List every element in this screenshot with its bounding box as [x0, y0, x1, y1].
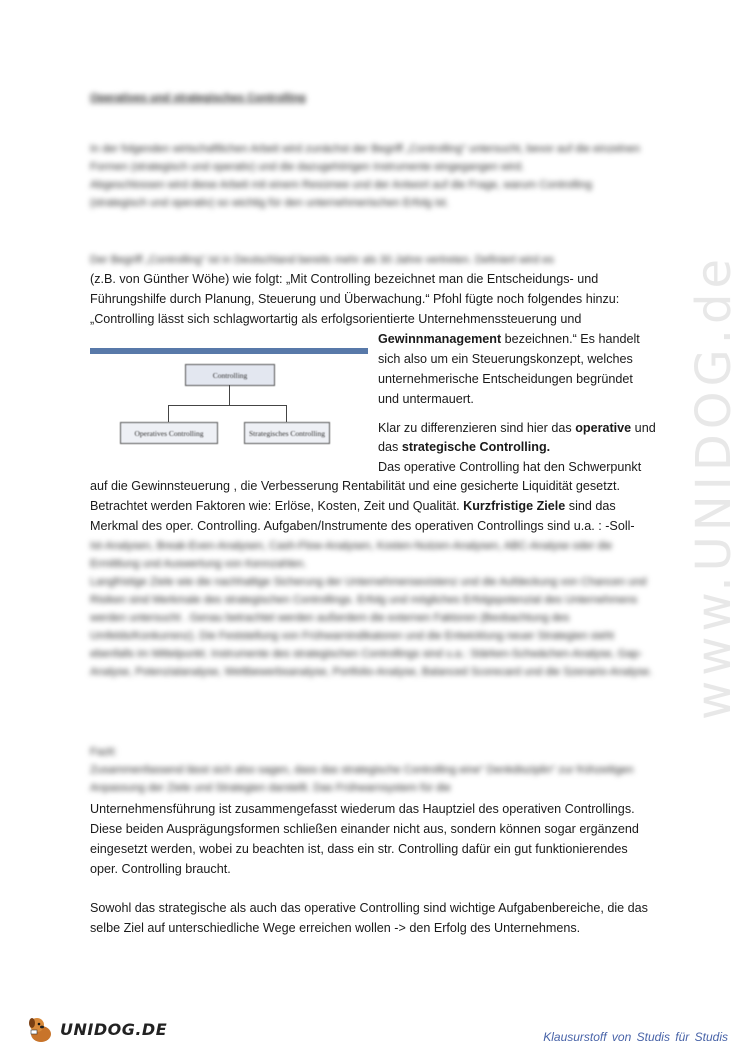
strategic-paragraph-blurred: Langfristige Ziele wie die nachhaltige Sicherung der Unternehmensexistenz und die Aufdeckung von Chancen und Risiken sind Merkmale des strategischen Controllings. Erfolg und mögliches Erfolgspotenzial des Unternehmens werden untersucht . Genau betrachtet werden außerdem die externen Faktoren (Beobachtung des Umfelds/Konkurrenz). Die Feststellung von Frühwarnindikatoren und die Entwicklung neuer Strategien sieht ebenfalls im Mittelpunkt. Instrumente des strategischen Controllings sind u.a.: Stärken-Schwächen-Analyse, Gap-Analyse, Potenzialanalyse, Wettbewerbsanalyse, Portfolio-Analyse, Balanced Scorecard und die Szenario-Analyse.: [90, 576, 653, 678]
kurzfristige-ziele-bold: Kurzfristige Ziele: [463, 499, 566, 513]
right-column-line-4: und untermauert.: [378, 392, 474, 406]
diagram-box-controlling: Controlling: [185, 364, 275, 386]
diagram-box-operative: Operatives Controlling: [120, 422, 218, 444]
right-column-line-1: [378, 330, 668, 350]
klar-line-2: [378, 438, 678, 458]
definition-line-2: Führungshilfe durch Planung, Steuerung und Überwachung.“ Pfohl fügte noch folgendes hinzu:: [90, 292, 620, 306]
gewinnmanagement-text: Gewinnmanagement: [378, 332, 502, 346]
operative-line-3: [90, 497, 680, 517]
diagram-connector-horizontal: [168, 405, 287, 406]
footer-logo[interactable]: [26, 1014, 167, 1044]
logo-text: UNIDOG.DE: [60, 1019, 168, 1039]
definition-blurred-line: Der Begriff „Controlling“ ist in Deutschland bereits mehr als 30 Jahre vertreten. Definiert wird es: [90, 254, 554, 266]
fazit-line-2: Diese beiden Ausprägungsformen schließen einander nicht aus, sondern können sogar ergänzend: [90, 822, 639, 836]
diagram-connector-left: [168, 405, 169, 422]
operative-line-4: Merkmal des oper. Controlling. Aufgaben/Instrumente des operativen Controllings sind u.a. : -Soll-: [90, 519, 635, 533]
diagram-box-strategic: Strategisches Controlling: [244, 422, 330, 444]
klar-text-1: Klar zu differenzieren sind hier das: [378, 421, 576, 435]
diagram-header-bar: [90, 348, 368, 354]
diagram-connector-right: [286, 405, 287, 422]
klar-text-2: und: [631, 421, 656, 435]
operative-line-1: Das operative Controlling hat den Schwerpunkt: [378, 460, 642, 474]
klar-line-1: [378, 419, 678, 439]
operative-bold: operative: [575, 421, 632, 435]
operative-line-2: auf die Gewinnsteuerung , die Verbesserung Rentabilität und eine gesicherte Liquidität gesetzt.: [90, 479, 620, 493]
right-column-line-1-rest: bezeichnen.“ Es handelt: [501, 332, 640, 346]
final-line-2: selbe Ziel auf unterschiedliche Wege erreichen wollen -> den Erfolg des Unternehmens.: [90, 921, 581, 935]
final-line-1: Sowohl das strategische als auch das operative Controlling sind wichtige Aufgabenbereiche, die das: [90, 901, 648, 915]
definition-line-1: (z.B. von Günther Wöhe) wie folgt: „Mit Controlling bezeichnet man die Entscheidungs- und: [90, 272, 599, 286]
operative-line-3-c: sind das: [565, 499, 616, 513]
intro-paragraph: In der folgenden wirtschaftlichen Arbeit wird zunächst der Begriff „Controlling“ untersucht, bevor auf die einzelnen Formen (strategisch und operativ) und die dazugehörigen Instrumente eingegangen wird. Abgeschlossen wird diese Arbeit mit einem Resümee und der Antwort auf die Frage, warum Controlling (strategisch und operativ) so wichtig für den unternehmerischen Erfolg ist.: [90, 143, 641, 209]
diagram-connector-vertical: [229, 385, 230, 405]
operative-instruments-blurred: Ist-Analysen, Break-Even-Analysen, Cash-Flow-Analysen, Kosten-Nutzen-Analysen, ABC-Analyse oder die Ermittlung und Auswertung von Kennzahlen.: [90, 540, 613, 570]
definition-line-3: „Controlling lässt sich schlagwortartig als erfolgsorientierte Unternehmenssteuerung und: [90, 312, 582, 326]
fazit-line-1: Unternehmensführung ist zusammengefasst wiederum das Hauptziel des operativen Controllings.: [90, 802, 635, 816]
dog-icon: [26, 1014, 56, 1044]
fazit-blurred: Fazit: Zusammenfassend lässt sich also sagen, dass das strategische Controlling eine“ Denkdisziplin“ zur frühzeitigen Anpassung der Ziele und Strategien darstellt. Das Frühwarnsystem für die: [90, 746, 634, 794]
controlling-diagram: [90, 348, 370, 463]
document-title: Operatives und strategisches Controlling: [90, 92, 306, 104]
fazit-line-4: oper. Controlling braucht.: [90, 862, 231, 876]
right-column-line-2: sich also um ein Steuerungskonzept, welches: [378, 352, 633, 366]
fazit-line-3: eingesetzt werden, wobei zu beachten ist, dass ein str. Controlling dafür ein gut funktionierendes: [90, 842, 628, 856]
strategische-bold: strategische Controlling.: [401, 440, 551, 454]
right-column-line-3: unternehmerische Entscheidungen begründet: [378, 372, 633, 386]
klar-text-3: das: [378, 440, 402, 454]
footer-slogan: Klausurstoff von Studis für Studis: [543, 1030, 728, 1044]
operative-line-3-a: Betrachtet werden Faktoren wie: Erlöse, Kosten, Zeit und Qualität.: [90, 499, 464, 513]
watermark-text: www.UNIDOG.de: [686, 253, 742, 720]
